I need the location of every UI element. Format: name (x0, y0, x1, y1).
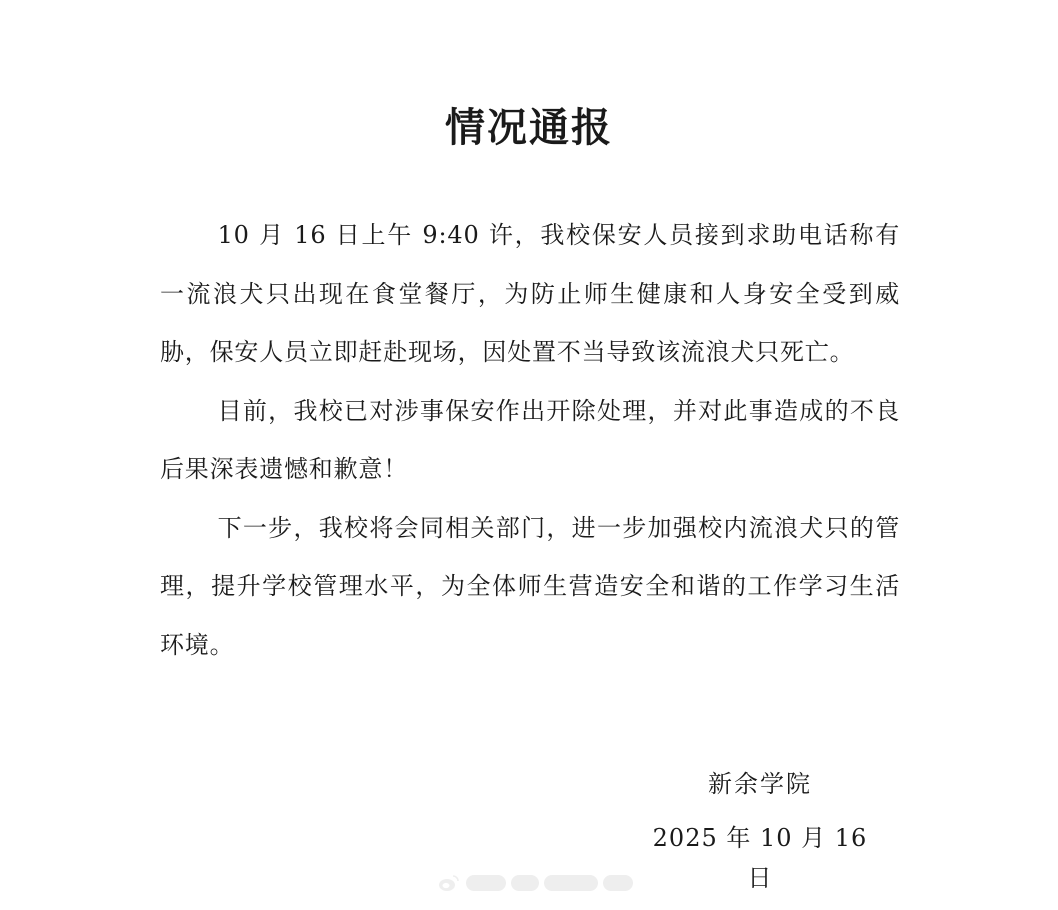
weibo-watermark (438, 872, 638, 894)
paragraph-action: 目前，我校已对涉事保安作出开除处理，并对此事造成的不良后果深表遗憾和歉意！ (160, 396, 900, 483)
paragraph-incident: 10 月 16 日上午 9:40 许，我校保安人员接到求助电话称有一流浪犬只出现在食堂餐厅，为防止师生健康和人身安全受到威胁，保安人员立即赶赴现场，因处置不当导致该流浪犬只死亡。 (160, 221, 900, 366)
document-title: 情况通报 (445, 105, 613, 151)
signature-date: 2025 年 10 月 16 日 (652, 824, 868, 892)
document-body (160, 206, 900, 674)
watermark-username-blur (466, 875, 633, 891)
paragraph-next-steps: 下一步，我校将会同相关部门，进一步加强校内流浪犬只的管理，提升学校管理水平，为全体师生营造安全和谐的工作学习生活环境。 (160, 513, 900, 659)
signature-organization: 新余学院 (708, 770, 812, 798)
weibo-logo-icon (438, 874, 460, 892)
